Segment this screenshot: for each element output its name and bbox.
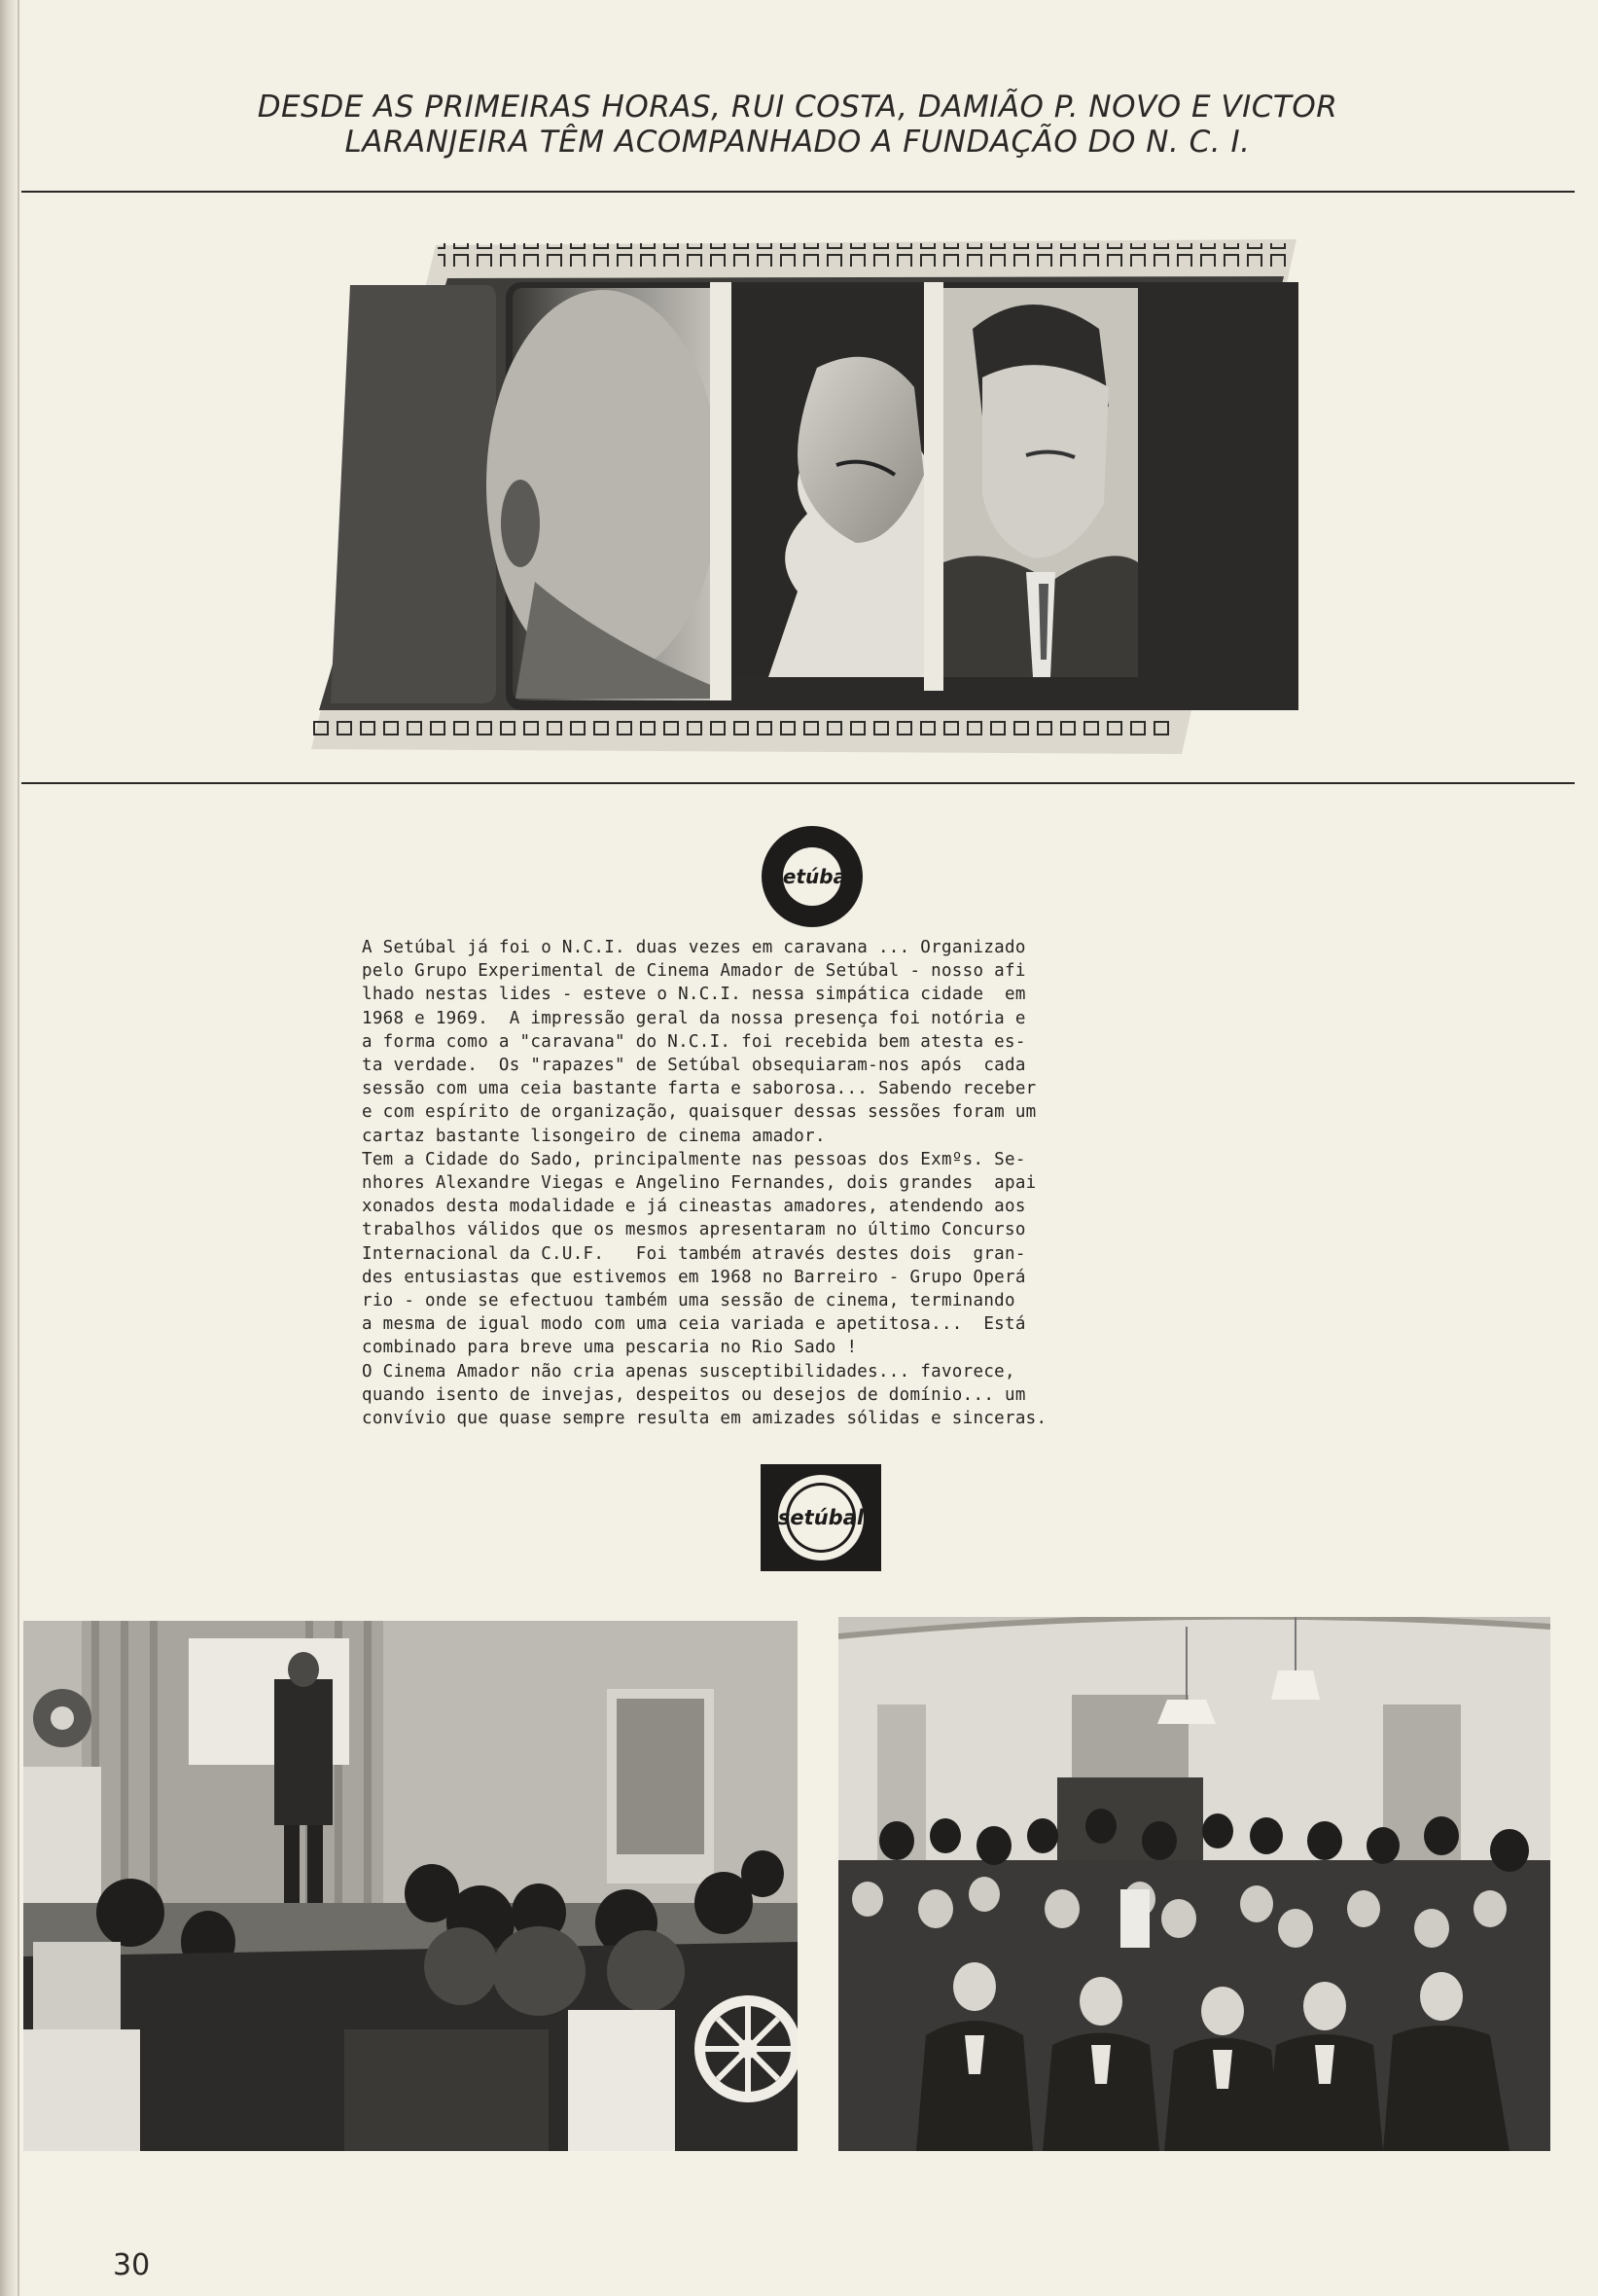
article-line: convívio que quase sempre resulta em amizades sólidas e sinceras. (362, 1409, 1048, 1429)
article-line: quando isento de invejas, despeitos ou desejos de domínio... um (362, 1384, 1026, 1405)
article-text (362, 936, 1274, 1430)
article-line: Internacional da C.U.F. Foi também através destes dois gran- (362, 1243, 1026, 1264)
article-line: cartaz bastante lisongeiro de cinema amador. (362, 1126, 826, 1146)
article-line: des entusiastas que estivemos em 1968 no Barreiro - Grupo Operá (362, 1267, 1026, 1287)
article-line: pelo Grupo Experimental de Cinema Amador de Setúbal - nosso afi (362, 961, 1026, 982)
heading-line-1: DESDE AS PRIMEIRAS HORAS, RUI COSTA, DAMIÃO P. NOVO E VICTOR (257, 90, 1338, 125)
article-line: ta verdade. Os "rapazes" de Setúbal obsequiaram-nos após cada (362, 1056, 1026, 1076)
top-divider (21, 191, 1575, 193)
article-line: 1968 e 1969. A impressão geral da nossa presença foi notória e (362, 1008, 1026, 1028)
article-line: xonados desta modalidade e já cineastas amadores, atendendo aos (362, 1197, 1026, 1217)
middle-divider (21, 782, 1575, 784)
article-line: a mesma de igual modo com uma ceia variada e apetitosa... Está (362, 1314, 1026, 1335)
setubal-logo-top (761, 825, 864, 932)
page-binding-edge (18, 0, 19, 2296)
setubal-logo-bottom (761, 1464, 881, 1575)
article-line: e com espírito de organização, quaisquer dessas sessões foram um (362, 1102, 1037, 1123)
article-line: O Cinema Amador não cria apenas susceptibilidades... favorece, (362, 1361, 1015, 1381)
filmstrip-photo (311, 232, 1298, 757)
logo-text: setúbal (771, 865, 853, 888)
article-line: rio - onde se efectuou também uma sessão de cinema, terminando (362, 1291, 1015, 1311)
article-line: sessão com uma ceia bastante farta e saborosa... Sabendo receber (362, 1079, 1037, 1099)
page-heading (58, 90, 1537, 160)
photo-screening-room (23, 1621, 798, 2151)
article-line: lhado nestas lides - esteve o N.C.I. nessa simpática cidade em (362, 985, 1026, 1005)
article-line: A Setúbal já foi o N.C.I. duas vezes em caravana ... Organizado (362, 938, 1026, 957)
page-binding-shadow (0, 0, 19, 2296)
logo-text: setúbal (777, 1506, 865, 1529)
heading-line-2: LARANJEIRA TÊM ACOMPANHADO A FUNDAÇÃO DO N. C. I. (344, 125, 1251, 160)
article-line: combinado para breve uma pescaria no Rio Sado ! (362, 1338, 858, 1358)
article-line: Tem a Cidade do Sado, principalmente nas pessoas dos Exmºs. Se- (362, 1149, 1026, 1169)
article-line: a forma como a "caravana" do N.C.I. foi recebida bem atesta es- (362, 1031, 1026, 1052)
article-line: trabalhos válidos que os mesmos apresentaram no último Concurso (362, 1220, 1026, 1240)
article-line: nhores Alexandre Viegas e Angelino Fernandes, dois grandes apai (362, 1173, 1037, 1194)
photo-audience-hall (838, 1617, 1550, 2151)
page-number: 30 (113, 2248, 151, 2282)
